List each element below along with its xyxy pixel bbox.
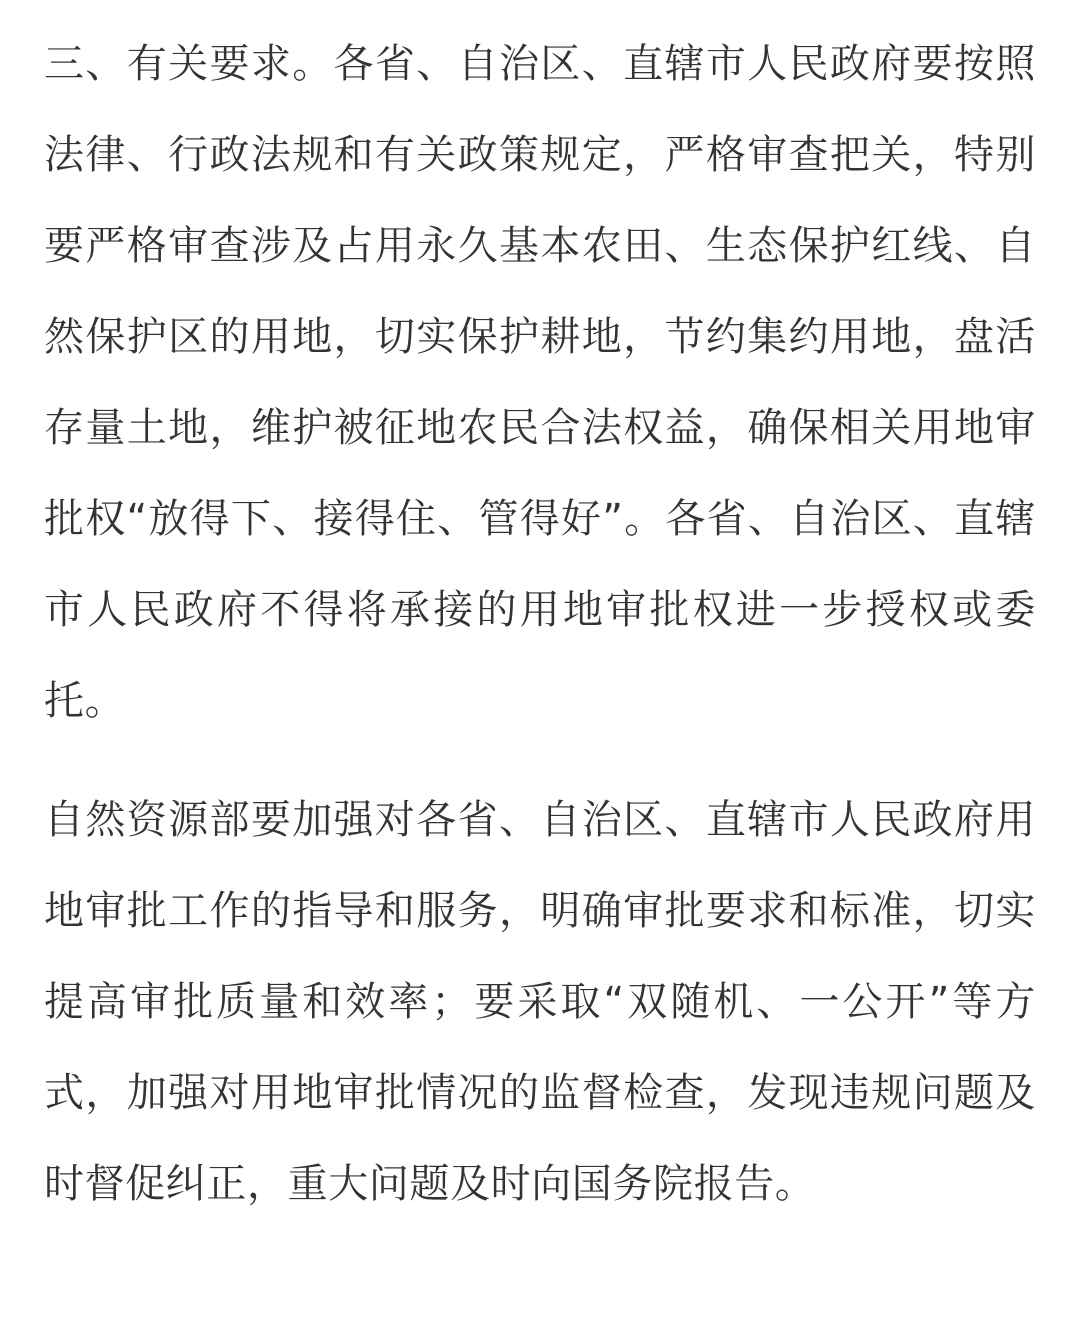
- paragraph-supervision: 自然资源部要加强对各省、自治区、直辖市人民政府用地审批工作的指导和服务，明确审批要求和标准，切实提高审批质量和效率；要采取“双随机、一公开”等方式，加强对用地审批情况的监督检查，发现违规问题及时督促纠正，重大问题及时向国务院报告。: [44, 797, 1036, 1207]
- paragraph-requirements: 三、有关要求。各省、自治区、直辖市人民政府要按照法律、行政法规和有关政策规定，严格审查把关，特别要严格审查涉及占用永久基本农田、生态保护红线、自然保护区的用地，切实保护耕地，节约集约用地，盘活存量土地，维护被征地农民合法权益，确保相关用地审批权“放得下、接得住、管得好”。各省、自治区、直辖市人民政府不得将承接的用地审批权进一步授权或委托。: [44, 41, 1036, 724]
- article-body: [44, 19, 1036, 1230]
